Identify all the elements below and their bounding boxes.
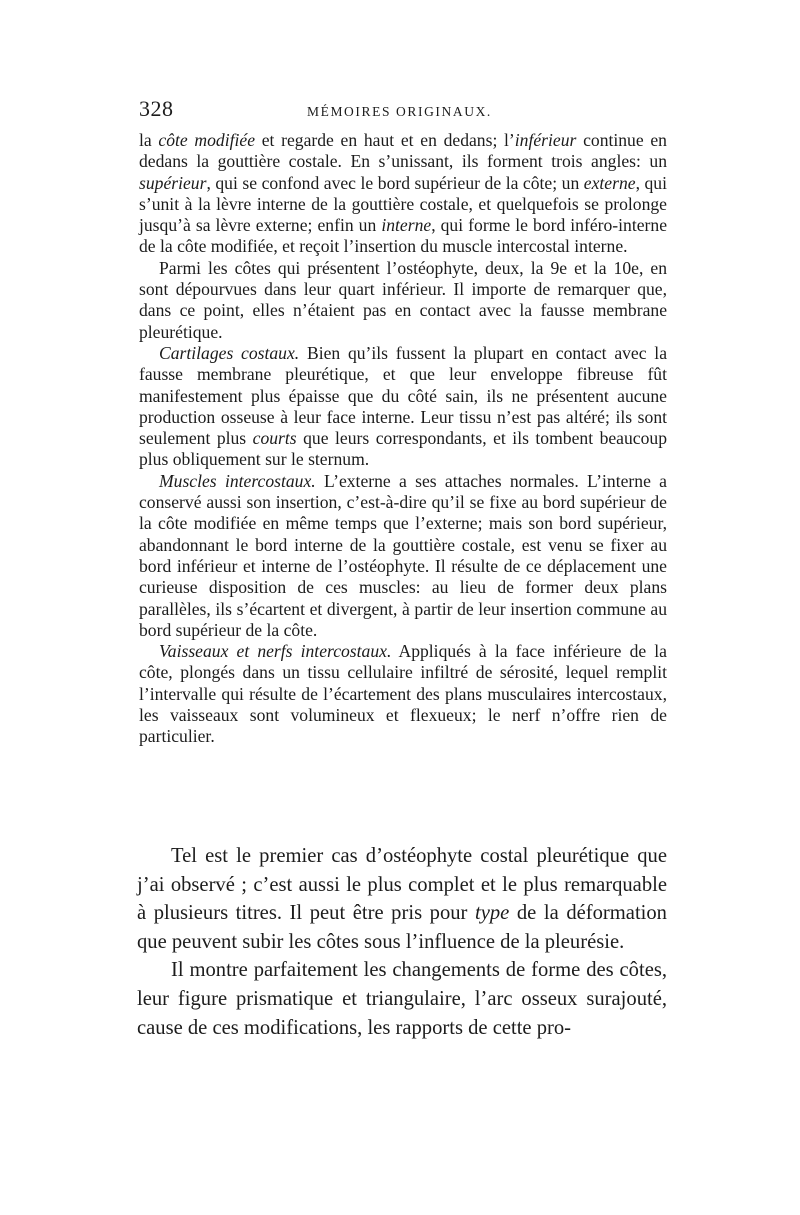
text-run: de la déformation que peuvent subir les côtes sous l’influence de la pleurésie. (137, 902, 667, 953)
italic-text: supérieur (139, 172, 207, 193)
paragraph-cartilages-costaux (139, 343, 667, 471)
text-run: Appliqués à la face inférieure de la côte, plongés dans un tissu cellulaire infiltré de sérosité, lequel remplit l’intervalle qui résulte de l’écartement des plans musculaires intercostaux, les vaisseaux sont volumineux et flexueux; le nerf n’offre rien de particulier. (139, 641, 667, 747)
page-header (137, 96, 665, 126)
italic-text: interne (381, 215, 432, 236)
body-text-large (137, 842, 667, 1042)
text-run: L’externe a ses attaches normales. L’interne a conservé aussi son insertion, c’est-à-dire qu’il se fixe au bord supérieur de la côte modifiée en même temps que l’externe; mais son bord supérieur, abandonnant le bord interne de la gouttière costale, est venu se fixer au bord inférieur et interne de l’ostéophyte. Il résulte de ce déplacement une curieuse disposition de ces muscles: au lieu de former deux plans parallèles, ils s’écartent et divergent, à partir de leur insertion commune au bord supérieur de la côte. (139, 470, 667, 640)
italic-text: Muscles intercostaux. (159, 470, 316, 491)
page-number: 328 (139, 96, 174, 121)
italic-text: inférieur (514, 130, 577, 150)
italic-text: côte modifiée (158, 130, 255, 150)
paragraph-muscles-intercostaux (139, 471, 667, 641)
italic-text: Vaisseaux et nerfs intercostaux. (159, 641, 392, 662)
italic-text: externe (583, 172, 636, 193)
italic-text: Cartilages costaux. (159, 342, 300, 363)
text-run: que leurs correspondants, et ils tombent beaucoup plus obliquement sur le sternum. (139, 428, 667, 470)
paragraph-changements-forme (137, 956, 667, 1042)
text-run: , qui se confond avec le bord supérieur de la côte; un (206, 172, 584, 193)
text-run: Bien qu’ils fussent la plupart en contact avec la fausse membrane pleurétique, et que leur enveloppe fibreuse fût manifestement plus épaisse que du côté sain, ils ne présentent aucune production osseuse à leur face interne. Leur tissu n’est pas altéré; ils sont seulement plus (139, 342, 667, 449)
text-run: et regarde en haut et en dedans; l’ (255, 130, 515, 150)
paragraph-cote-modifiee (139, 130, 667, 258)
paragraph-cotes-depourvues (139, 258, 667, 343)
text-run: Tel est le premier cas d’ostéophyte costal pleurétique que j’ai observé ; c’est aussi le plus complet et le plus remarquable à plusieurs titres. Il peut être pris pour (137, 845, 667, 925)
paragraph-vaisseaux-nerfs (139, 641, 667, 747)
paragraph-premier-cas (137, 842, 667, 956)
text-run: continue en dedans la gouttière costale. En s’unissant, ils forment trois angles: un (139, 130, 667, 172)
italic-text: courts (252, 428, 297, 449)
running-head: MÉMOIRES ORIGINAUX. (307, 104, 492, 119)
text-run: , qui s’unit à la lèvre interne de la gouttière costale, et quelquefois se prolonge jusqu’à sa lèvre externe; enfin un (139, 172, 667, 236)
italic-text: type (474, 902, 510, 925)
text-run: , qui forme le bord inféro-interne de la côte modifiée, et reçoit l’insertion du muscle intercostal interne. (139, 215, 668, 257)
text-run: la (139, 130, 159, 150)
body-text-small (139, 130, 667, 748)
text-run: Il montre parfaitement les changements de forme des côtes, leur figure prismatique et triangulaire, l’arc osseux surajouté, cause de ces modifications, les rapports de cette pro- (137, 959, 667, 1039)
text-run: Parmi les côtes qui présentent l’ostéophyte, deux, la 9e et la 10e, en sont dépourvues dans leur quart inférieur. Il importe de remarquer que, dans ce point, elles n’étaient pas en contact avec la fausse membrane pleurétique. (139, 257, 667, 342)
